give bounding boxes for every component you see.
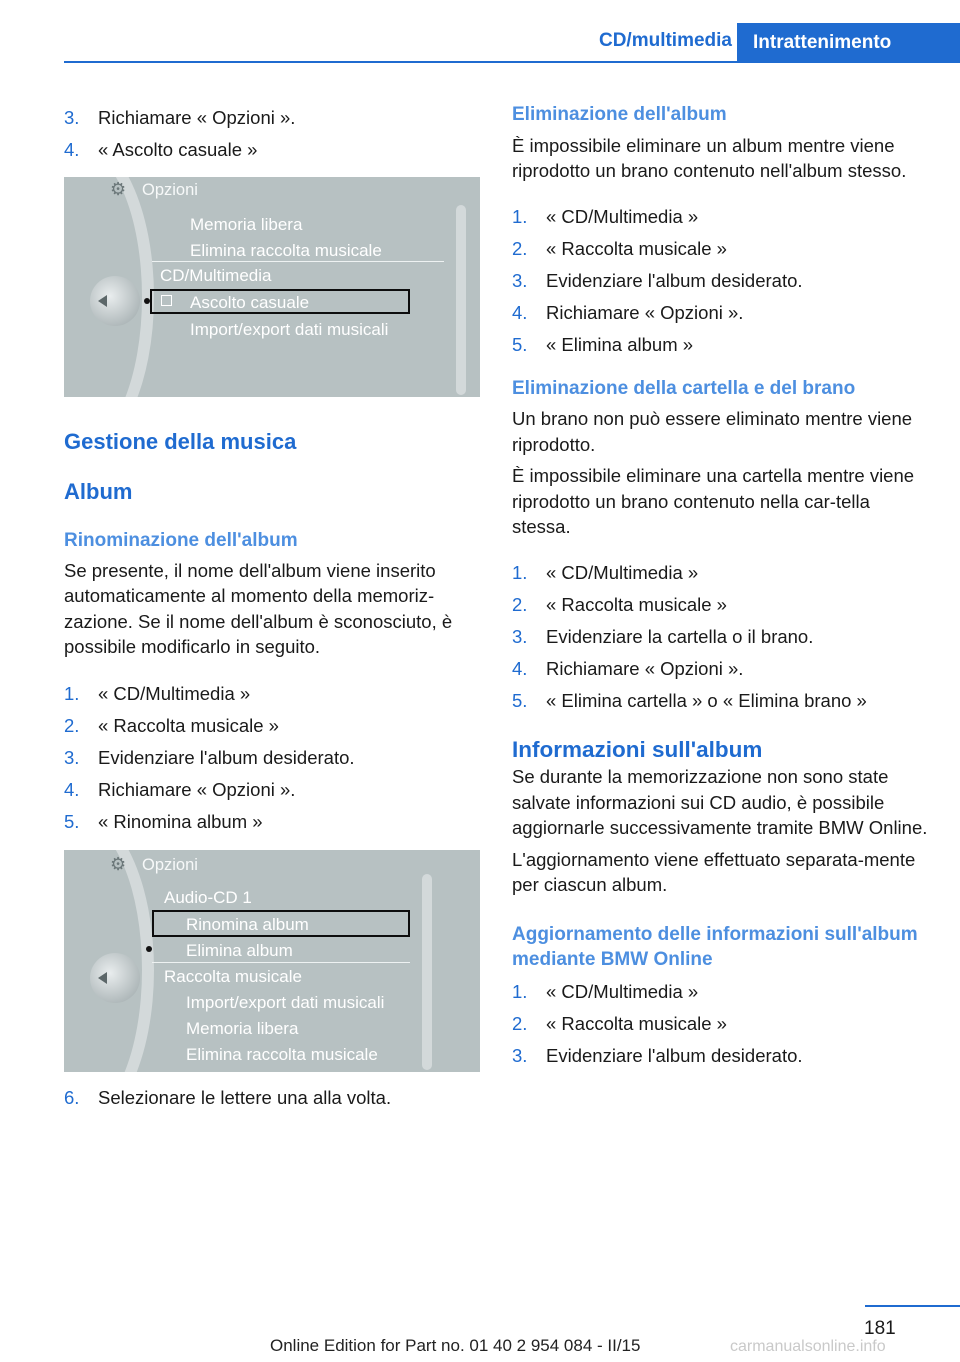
menu-item: Memoria libera xyxy=(190,215,303,234)
step-text: « Raccolta musicale » xyxy=(546,593,727,615)
step-list-rename xyxy=(64,678,480,838)
menu-item: Elimina raccolta musicale xyxy=(190,241,382,260)
options-menu-screenshot xyxy=(64,177,480,397)
step-number: 4. xyxy=(512,657,528,679)
step-number: 5. xyxy=(64,810,80,832)
step-number: 2. xyxy=(512,593,528,615)
right-column xyxy=(512,102,928,1072)
paragraph-delete-folder-2: È impossibile eliminare una cartella mentre viene riprodotto un brano contenuto nella car‐tella stessa. xyxy=(512,465,915,537)
menu-separator xyxy=(152,962,410,963)
step-number: 5. xyxy=(512,333,528,355)
list-item xyxy=(64,710,480,742)
menu-item: Elimina album xyxy=(186,940,293,960)
step-text: « CD/Multimedia » xyxy=(98,682,251,704)
step-number: 6. xyxy=(64,1086,80,1108)
step-text: Selezionare le lettere una alla volta. xyxy=(98,1086,392,1108)
step-number: 5. xyxy=(512,689,528,711)
step-text: « Elimina cartella » o « Elimina brano » xyxy=(546,689,867,711)
list-item xyxy=(512,589,928,621)
list-item xyxy=(512,329,928,361)
list-item xyxy=(512,265,928,297)
list-item xyxy=(64,102,480,134)
step-number: 2. xyxy=(64,714,80,736)
list-item xyxy=(512,653,928,685)
step-number: 1. xyxy=(64,682,80,704)
list-item xyxy=(512,1008,928,1040)
step-number: 3. xyxy=(512,269,528,291)
step-number: 3. xyxy=(64,746,80,768)
menu-item-selected: Ascolto casuale xyxy=(190,293,310,312)
heading-update-info: Aggiornamento delle informazioni sull'album mediante BMW Online xyxy=(512,923,918,970)
list-item xyxy=(512,621,928,653)
pointer-dot xyxy=(146,946,152,952)
paragraph-delete-folder-1: Un brano non può essere eliminato mentre viene riprodotto. xyxy=(512,408,913,455)
step-list-delete-album xyxy=(512,201,928,361)
menu-group-label: Raccolta musicale xyxy=(164,966,302,986)
step-list-final xyxy=(64,1082,480,1114)
header-rule xyxy=(64,61,960,63)
heading-album: Album xyxy=(64,478,133,504)
heading-music-management: Gestione della musica xyxy=(64,429,297,454)
list-item xyxy=(512,557,928,589)
step-text: « CD/Multimedia » xyxy=(546,205,699,227)
rename-menu-screenshot xyxy=(64,850,480,1072)
list-item xyxy=(512,685,928,717)
step-text: Richiamare « Opzioni ». xyxy=(98,107,296,128)
paragraph-info-1: Se durante la memorizzazione non sono state salvate informazioni sui CD audio, è possibile aggiornarle successivamente tramite BMW Online. xyxy=(512,766,928,838)
edition-footer: Online Edition for Part no. 01 40 2 954 084 - II/15 xyxy=(270,1336,641,1355)
menu-group-label: Audio-CD 1 xyxy=(164,887,252,907)
step-number: 1. xyxy=(512,980,528,1002)
knob-arrow-icon xyxy=(98,295,107,307)
step-text: Richiamare « Opzioni ». xyxy=(546,301,744,323)
menu-group-label: CD/Multimedia xyxy=(160,266,272,285)
page-number: 181 xyxy=(864,1318,896,1339)
list-item xyxy=(512,1040,928,1072)
menu-item: Elimina raccolta musicale xyxy=(186,1044,378,1064)
scroll-rail xyxy=(422,874,432,1070)
list-item xyxy=(512,233,928,265)
menu-item-selected: Rinomina album xyxy=(186,914,309,934)
step-list-update xyxy=(512,976,928,1072)
heading-rename-album: Rinominazione dell'album xyxy=(64,530,298,551)
list-item xyxy=(64,742,480,774)
step-number: 1. xyxy=(512,205,528,227)
step-text: « CD/Multimedia » xyxy=(546,980,699,1002)
step-list-options xyxy=(64,102,480,166)
step-text: « Raccolta musicale » xyxy=(546,237,727,259)
step-number: 3. xyxy=(64,107,80,128)
scroll-rail xyxy=(456,205,466,395)
step-number: 3. xyxy=(512,625,528,647)
step-text: « Elimina album » xyxy=(546,333,694,355)
screen-title: Opzioni xyxy=(142,181,198,199)
menu-item: Memoria libera xyxy=(186,1018,299,1038)
list-item xyxy=(64,806,480,838)
menu-item: Import/export dati musicali xyxy=(190,320,389,339)
list-item xyxy=(64,774,480,806)
list-item xyxy=(512,201,928,233)
screen-title: Opzioni xyxy=(142,855,198,874)
step-number: 2. xyxy=(512,1012,528,1034)
step-text: « Raccolta musicale » xyxy=(546,1012,727,1034)
options-icon: ⚙ xyxy=(110,179,127,199)
checkbox-icon xyxy=(161,295,172,306)
paragraph-rename: Se presente, il nome dell'album viene inserito automaticamente al momento della memoriz‐zazione. Se il nome dell'album è sconosciuto, è possibile modificarlo in seguito. xyxy=(64,559,453,657)
options-icon: ⚙ xyxy=(110,853,127,874)
list-item xyxy=(64,678,480,710)
step-text: Richiamare « Opzioni ». xyxy=(98,778,296,800)
list-item xyxy=(64,134,480,166)
step-text: « Rinomina album » xyxy=(98,810,263,832)
heading-album-info: Informazioni sull'album xyxy=(512,736,763,762)
step-number: 4. xyxy=(64,778,80,800)
step-number: 4. xyxy=(64,139,80,160)
step-number: 1. xyxy=(512,561,528,583)
step-text: Evidenziare la cartella o il brano. xyxy=(546,625,814,647)
step-number: 3. xyxy=(512,1044,528,1066)
step-list-delete-folder xyxy=(512,557,928,717)
footer-rule xyxy=(865,1305,960,1307)
list-item xyxy=(512,297,928,329)
step-number: 4. xyxy=(512,301,528,323)
step-text: « Raccolta musicale » xyxy=(98,714,279,736)
menu-separator xyxy=(152,261,444,262)
step-text: Evidenziare l'album desiderato. xyxy=(546,269,803,291)
watermark: carmanualsonline.info xyxy=(730,1338,886,1355)
paragraph-delete-album: È impossibile eliminare un album mentre viene riprodotto un brano contenuto nell'album stesso. xyxy=(512,134,907,181)
step-text: « Ascolto casuale » xyxy=(98,139,258,160)
step-text: « CD/Multimedia » xyxy=(546,561,699,583)
list-item xyxy=(64,1082,480,1114)
paragraph-info-2: L'aggiornamento viene effettuato separata‐mente per ciascun album. xyxy=(512,848,916,895)
step-number: 2. xyxy=(512,237,528,259)
header-section-title: CD/multimedia xyxy=(598,30,732,51)
heading-delete-folder: Eliminazione della cartella e del brano xyxy=(512,377,856,399)
header-chapter-tab: Intrattenimento xyxy=(737,23,960,63)
heading-delete-album: Eliminazione dell'album xyxy=(512,104,727,125)
step-text: Evidenziare l'album desiderato. xyxy=(98,746,355,768)
left-column xyxy=(64,102,480,1114)
step-text: Evidenziare l'album desiderato. xyxy=(546,1044,803,1066)
step-text: Richiamare « Opzioni ». xyxy=(546,657,744,679)
knob-arrow-icon xyxy=(98,972,107,984)
list-item xyxy=(512,976,928,1008)
menu-item: Import/export dati musicali xyxy=(186,992,385,1012)
